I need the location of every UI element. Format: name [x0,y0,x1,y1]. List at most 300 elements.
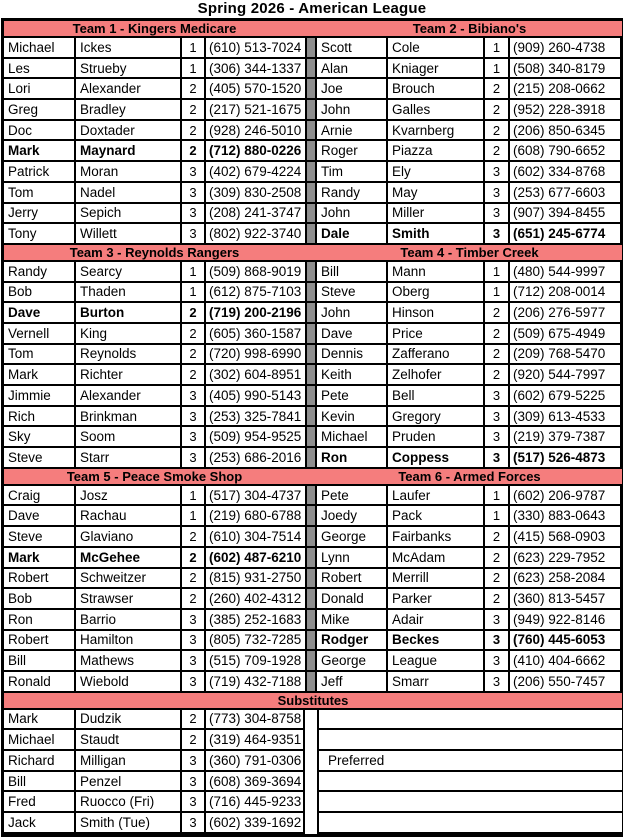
substitutes-gap [305,813,317,834]
substitute-row [4,772,620,793]
phone-cell: (253) 325-7841 [206,407,305,428]
last-name-cell: Searcy [76,262,182,283]
first-name-cell: George [317,527,388,548]
rating-cell: 3 [485,448,510,469]
rating-cell: 2 [182,345,206,366]
last-name-cell: Bradley [76,100,182,121]
first-name-cell: Donald [317,589,388,610]
phone-cell: (480) 544-9997 [510,262,622,283]
player-row [4,100,620,121]
team-header-divider [305,21,317,38]
first-name-cell: John [317,204,388,225]
player-row [4,324,620,345]
last-name-cell: Pack [388,506,485,527]
team-header-left: Team 3 - Reynolds Rangers [4,245,305,262]
team-divider [305,262,317,283]
first-name-cell: Mark [4,141,76,162]
player-row [4,183,620,204]
last-name-cell: Maynard [76,141,182,162]
team-header-row [4,469,620,486]
last-name-cell: Laufer [388,486,485,507]
last-name-cell: Kvarnberg [388,121,485,142]
team-divider [305,100,317,121]
substitute-row [4,730,620,751]
last-name-cell: Piazza [388,141,485,162]
rating-cell: 3 [182,792,206,813]
substitutes-gap [305,772,317,793]
first-name-cell: Jeff [317,672,388,693]
phone-cell: (602) 339-1692 [206,813,305,834]
rating-cell: 2 [182,730,206,751]
last-name-cell: Milligan [76,751,182,772]
last-name-cell: Pruden [388,427,485,448]
phone-cell: (712) 208-0014 [510,283,622,304]
player-row [4,569,620,590]
last-name-cell: Soom [76,427,182,448]
first-name-cell: Randy [317,183,388,204]
team-header-divider [305,245,317,262]
last-name-cell: Brinkman [76,407,182,428]
phone-cell: (720) 998-6990 [206,345,305,366]
team-divider [305,589,317,610]
team-header-row [4,245,620,262]
first-name-cell: Michael [4,38,76,59]
player-row [4,283,620,304]
rating-cell: 2 [485,303,510,324]
phone-cell: (330) 883-0643 [510,506,622,527]
first-name-cell: Patrick [4,162,76,183]
first-name-cell: Tony [4,224,76,245]
team-divider [305,427,317,448]
phone-cell: (805) 732-7285 [206,631,305,652]
first-name-cell: John [317,100,388,121]
rating-cell: 3 [485,672,510,693]
team-divider [305,506,317,527]
phone-cell: (610) 513-7024 [206,38,305,59]
rating-cell: 3 [485,407,510,428]
player-row [4,38,620,59]
last-name-cell: Beckes [388,631,485,652]
team-divider [305,569,317,590]
first-name-cell: Scott [317,38,388,59]
first-name-cell: Les [4,59,76,80]
first-name-cell: Kevin [317,407,388,428]
player-row [4,506,620,527]
first-name-cell: Randy [4,262,76,283]
phone-cell: (253) 686-2016 [206,448,305,469]
first-name-cell: Joedy [317,506,388,527]
rating-cell: 2 [485,121,510,142]
player-row [4,548,620,569]
first-name-cell: Lynn [317,548,388,569]
first-name-cell: Keith [317,365,388,386]
team-divider [305,651,317,672]
rating-cell: 3 [182,448,206,469]
last-name-cell: Richter [76,365,182,386]
last-name-cell: Merrill [388,569,485,590]
first-name-cell: Rodger [317,631,388,652]
last-name-cell: Smarr [388,672,485,693]
phone-cell: (206) 276-5977 [510,303,622,324]
phone-cell: (719) 432-7188 [206,672,305,693]
rating-cell: 3 [182,751,206,772]
player-row [4,407,620,428]
team-divider [305,121,317,142]
team-divider [305,59,317,80]
phone-cell: (209) 768-5470 [510,345,622,366]
rating-cell: 2 [182,365,206,386]
rating-cell: 3 [485,386,510,407]
team-divider [305,324,317,345]
first-name-cell: Mike [317,610,388,631]
phone-cell: (360) 791-0306 [206,751,305,772]
rating-cell: 1 [485,59,510,80]
team-header-right: Team 4 - Timber Creek [317,245,622,262]
phone-cell: (612) 875-7103 [206,283,305,304]
first-name-cell: Dave [317,324,388,345]
last-name-cell: Hamilton [76,631,182,652]
last-name-cell: Adair [388,610,485,631]
team-divider [305,486,317,507]
phone-cell: (815) 931-2750 [206,569,305,590]
first-name-cell: Mark [4,365,76,386]
last-name-cell: Moran [76,162,182,183]
rating-cell: 2 [182,569,206,590]
rating-cell: 3 [485,224,510,245]
rating-cell: 1 [485,38,510,59]
last-name-cell: Zelhofer [388,365,485,386]
substitutes-header: Substitutes [4,693,622,710]
last-name-cell: Rachau [76,506,182,527]
team-header-right: Team 2 - Bibiano's [317,21,622,38]
phone-cell: (802) 922-3740 [206,224,305,245]
phone-cell: (651) 245-6774 [510,224,622,245]
phone-cell: (415) 568-0903 [510,527,622,548]
phone-cell: (309) 613-4533 [510,407,622,428]
first-name-cell: Doc [4,121,76,142]
empty-note-cell [317,792,622,813]
phone-cell: (206) 850-6345 [510,121,622,142]
phone-cell: (610) 304-7514 [206,527,305,548]
phone-cell: (217) 521-1675 [206,100,305,121]
player-row [4,651,620,672]
rating-cell: 1 [182,59,206,80]
team-divider [305,386,317,407]
last-name-cell: Zafferano [388,345,485,366]
rating-cell: 2 [182,79,206,100]
team-divider [305,204,317,225]
rating-cell: 3 [182,772,206,793]
last-name-cell: Ickes [76,38,182,59]
player-row [4,303,620,324]
phone-cell: (405) 990-5143 [206,386,305,407]
first-name-cell: Robert [4,631,76,652]
first-name-cell: Bill [4,772,76,793]
rating-cell: 3 [182,813,206,834]
substitutes-gap [305,710,317,731]
phone-cell: (608) 790-6652 [510,141,622,162]
player-row [4,672,620,693]
first-name-cell: Bob [4,589,76,610]
first-name-cell: Jimmie [4,386,76,407]
phone-cell: (623) 229-7952 [510,548,622,569]
rating-cell: 1 [182,38,206,59]
phone-cell: (952) 228-3918 [510,100,622,121]
first-name-cell: Bill [4,651,76,672]
first-name-cell: Richard [4,751,76,772]
first-name-cell: Lori [4,79,76,100]
last-name-cell: League [388,651,485,672]
last-name-cell: Thaden [76,283,182,304]
rating-cell: 3 [182,162,206,183]
last-name-cell: Staudt [76,730,182,751]
preferred-note-cell: Preferred [317,751,622,772]
phone-cell: (405) 570-1520 [206,79,305,100]
phone-cell: (623) 258-2084 [510,569,622,590]
rating-cell: 2 [182,589,206,610]
phone-cell: (302) 604-8951 [206,365,305,386]
last-name-cell: Cole [388,38,485,59]
first-name-cell: Arnie [317,121,388,142]
player-row [4,610,620,631]
first-name-cell: George [317,651,388,672]
phone-cell: (949) 922-8146 [510,610,622,631]
rating-cell: 2 [182,548,206,569]
team-divider [305,141,317,162]
rating-cell: 2 [485,548,510,569]
first-name-cell: Rich [4,407,76,428]
rating-cell: 1 [485,506,510,527]
phone-cell: (509) 675-4949 [510,324,622,345]
phone-cell: (712) 880-0226 [206,141,305,162]
phone-cell: (402) 679-4224 [206,162,305,183]
roster-table [1,18,623,837]
first-name-cell: Ron [317,448,388,469]
phone-cell: (909) 260-4738 [510,38,622,59]
team-divider [305,548,317,569]
rating-cell: 1 [485,283,510,304]
team-divider [305,448,317,469]
player-row [4,59,620,80]
last-name-cell: Bell [388,386,485,407]
last-name-cell: Kniager [388,59,485,80]
rating-cell: 2 [485,365,510,386]
rating-cell: 2 [485,589,510,610]
first-name-cell: Mark [4,548,76,569]
first-name-cell: Jack [4,813,76,834]
last-name-cell: Doxtader [76,121,182,142]
rating-cell: 2 [182,141,206,162]
first-name-cell: Craig [4,486,76,507]
last-name-cell: Alexander [76,79,182,100]
player-row [4,427,620,448]
team-divider [305,224,317,245]
first-name-cell: Tom [4,345,76,366]
last-name-cell: Josz [76,486,182,507]
rating-cell: 2 [485,100,510,121]
rating-cell: 3 [182,427,206,448]
phone-cell: (208) 241-3747 [206,204,305,225]
last-name-cell: Strawser [76,589,182,610]
first-name-cell: Bill [317,262,388,283]
last-name-cell: Willett [76,224,182,245]
last-name-cell: Parker [388,589,485,610]
phone-cell: (907) 394-8455 [510,204,622,225]
phone-cell: (306) 344-1337 [206,59,305,80]
phone-cell: (773) 304-8758 [206,710,305,731]
team-divider [305,631,317,652]
rating-cell: 1 [485,262,510,283]
phone-cell: (928) 246-5010 [206,121,305,142]
phone-cell: (716) 445-9233 [206,792,305,813]
team-divider [305,283,317,304]
team-divider [305,407,317,428]
last-name-cell: Sepich [76,204,182,225]
team-divider [305,672,317,693]
phone-cell: (509) 868-9019 [206,262,305,283]
first-name-cell: Jerry [4,204,76,225]
rating-cell: 3 [485,204,510,225]
last-name-cell: Ely [388,162,485,183]
phone-cell: (319) 464-9351 [206,730,305,751]
first-name-cell: Sky [4,427,76,448]
first-name-cell: Vernell [4,324,76,345]
last-name-cell: King [76,324,182,345]
first-name-cell: Pete [317,486,388,507]
last-name-cell: May [388,183,485,204]
first-name-cell: Michael [4,730,76,751]
first-name-cell: Bob [4,283,76,304]
rating-cell: 3 [182,672,206,693]
last-name-cell: Ruocco (Fri) [76,792,182,813]
player-row [4,224,620,245]
first-name-cell: John [317,303,388,324]
player-row [4,448,620,469]
rating-cell: 3 [182,204,206,225]
team-divider [305,79,317,100]
first-name-cell: Steve [4,448,76,469]
phone-cell: (410) 404-6662 [510,651,622,672]
last-name-cell: Mann [388,262,485,283]
first-name-cell: Dale [317,224,388,245]
player-row [4,204,620,225]
phone-cell: (360) 813-5457 [510,589,622,610]
last-name-cell: Starr [76,448,182,469]
player-row [4,162,620,183]
last-name-cell: Nadel [76,183,182,204]
rating-cell: 2 [485,527,510,548]
first-name-cell: Robert [317,569,388,590]
phone-cell: (602) 679-5225 [510,386,622,407]
last-name-cell: Galles [388,100,485,121]
last-name-cell: Burton [76,303,182,324]
rating-cell: 2 [182,100,206,121]
player-row [4,631,620,652]
first-name-cell: Dave [4,506,76,527]
player-row [4,345,620,366]
first-name-cell: Steve [317,283,388,304]
last-name-cell: Smith (Tue) [76,813,182,834]
phone-cell: (215) 208-0662 [510,79,622,100]
empty-note-cell [317,730,622,751]
team-header-right: Team 6 - Armed Forces [317,469,622,486]
last-name-cell: Coppess [388,448,485,469]
team-divider [305,365,317,386]
rating-cell: 2 [485,79,510,100]
last-name-cell: Strueby [76,59,182,80]
player-row [4,527,620,548]
phone-cell: (253) 677-6603 [510,183,622,204]
last-name-cell: Fairbanks [388,527,485,548]
rating-cell: 2 [485,324,510,345]
rating-cell: 3 [485,651,510,672]
last-name-cell: Brouch [388,79,485,100]
last-name-cell: Penzel [76,772,182,793]
last-name-cell: Barrio [76,610,182,631]
team-divider [305,527,317,548]
last-name-cell: Hinson [388,303,485,324]
phone-cell: (385) 252-1683 [206,610,305,631]
player-row [4,262,620,283]
team-header-left: Team 5 - Peace Smoke Shop [4,469,305,486]
player-row [4,486,620,507]
first-name-cell: Dennis [317,345,388,366]
last-name-cell: Glaviano [76,527,182,548]
phone-cell: (309) 830-2508 [206,183,305,204]
rating-cell: 3 [182,407,206,428]
player-row [4,365,620,386]
last-name-cell: McGehee [76,548,182,569]
phone-cell: (219) 680-6788 [206,506,305,527]
last-name-cell: Gregory [388,407,485,428]
team-divider [305,610,317,631]
rating-cell: 3 [182,631,206,652]
team-divider [305,345,317,366]
first-name-cell: Greg [4,100,76,121]
phone-cell: (206) 550-7457 [510,672,622,693]
rating-cell: 3 [182,610,206,631]
first-name-cell: Alan [317,59,388,80]
empty-note-cell [317,772,622,793]
rating-cell: 3 [182,651,206,672]
player-row [4,141,620,162]
phone-cell: (517) 304-4737 [206,486,305,507]
first-name-cell: Ron [4,610,76,631]
last-name-cell: Smith [388,224,485,245]
rating-cell: 2 [182,303,206,324]
first-name-cell: Pete [317,386,388,407]
rating-cell: 3 [182,183,206,204]
team-divider [305,38,317,59]
first-name-cell: Ronald [4,672,76,693]
player-row [4,79,620,100]
first-name-cell: Mark [4,710,76,731]
empty-note-cell [317,710,622,731]
phone-cell: (515) 709-1928 [206,651,305,672]
last-name-cell: Dudzik [76,710,182,731]
rating-cell: 3 [485,631,510,652]
empty-note-cell [317,813,622,834]
last-name-cell: Schweitzer [76,569,182,590]
rating-cell: 2 [485,569,510,590]
first-name-cell: Tom [4,183,76,204]
substitute-row [4,792,620,813]
rating-cell: 3 [485,183,510,204]
rating-cell: 1 [182,262,206,283]
last-name-cell: Mathews [76,651,182,672]
rating-cell: 1 [182,486,206,507]
last-name-cell: Wiebold [76,672,182,693]
